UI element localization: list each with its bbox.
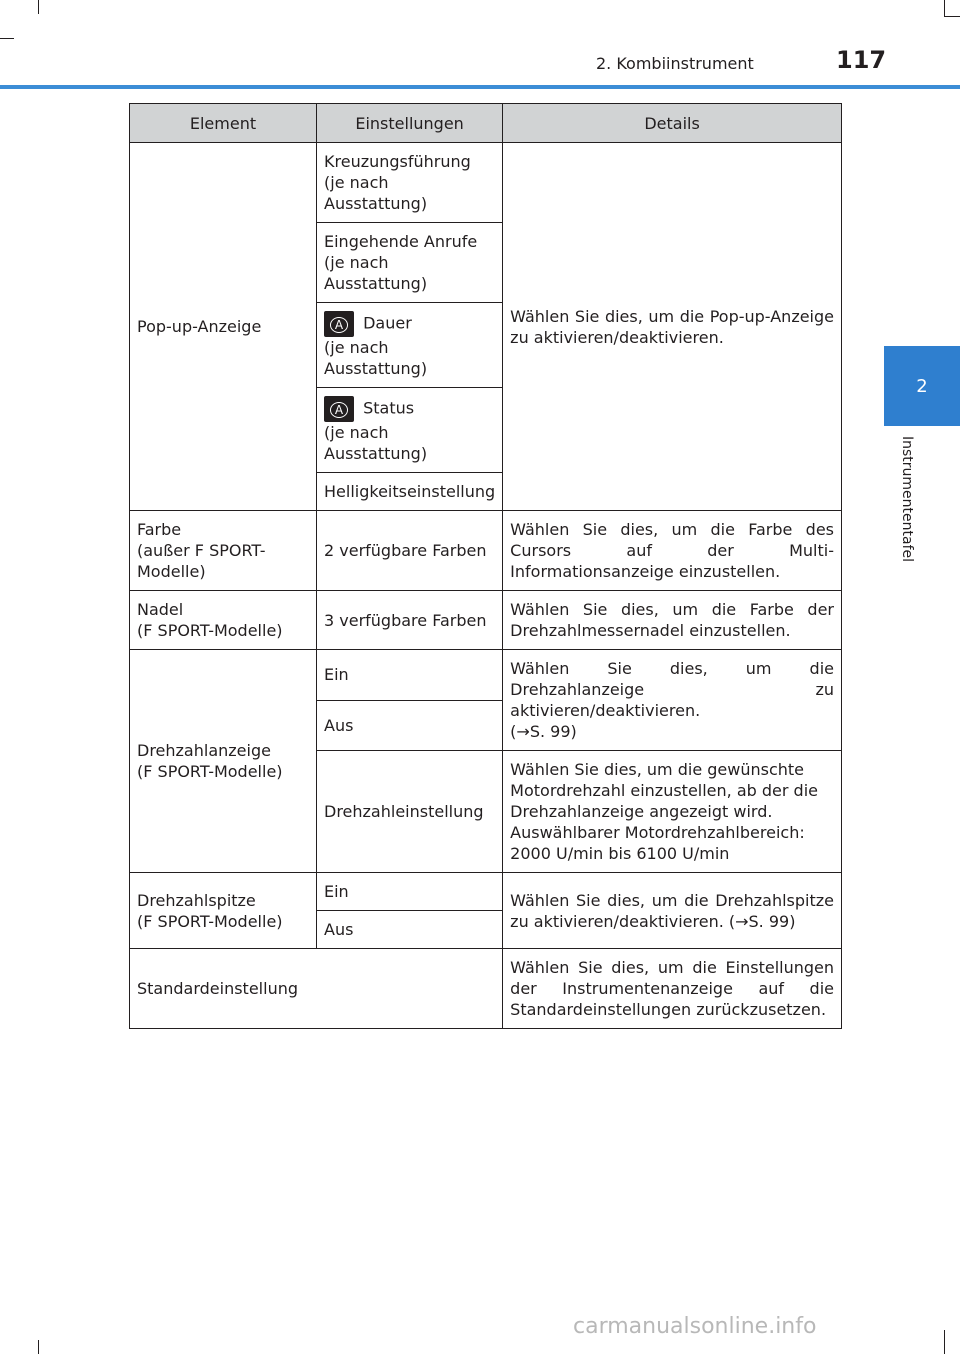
drehzahlanzeige-setting-on: Ein [317,650,503,701]
watermark: carmanualsonline.info [573,1314,817,1339]
popup-setting-calls: Eingehende Anrufe (je nach Ausstattung) [317,223,503,303]
popup-details: Wählen Sie dies, um die Pop-up-Anzeige zu aktivieren/deaktivieren. [503,143,842,511]
page-number: 117 [836,46,887,74]
drehzahlanzeige-setting-off: Aus [317,700,503,751]
drehzahlspitze-element: Drehzahlspitze (F SPORT-Modelle) [130,873,317,949]
nadel-details: Wählen Sie dies, um die Farbe der Drehzahlmessernadel einzustellen. [503,591,842,650]
table-row [130,511,842,591]
crop-mark [944,0,945,16]
crop-mark [38,1340,39,1354]
crop-mark [0,38,14,39]
nadel-setting: 3 verfügbare Farben [317,591,503,650]
popup-setting-crossing: Kreuzungsführung (je nach Ausstattung) [317,143,503,223]
popup-setting-duration-cell [317,303,503,388]
crop-mark [944,1330,945,1354]
popup-setting-duration: Dauer (je nach Ausstattung) [324,313,428,378]
chapter-tab [884,346,960,426]
header-details: Details [503,104,842,143]
popup-setting-status: Status (je nach Ausstattung) [324,398,428,463]
drehzahlspitze-details: Wählen Sie dies, um die Drehzahlspitze zu aktivieren/deaktivieren. (→S. 99) [503,873,842,949]
assistant-icon: A [324,396,354,422]
nadel-element: Nadel (F SPORT-Modelle) [130,591,317,650]
assistant-icon: A [324,311,354,337]
table-row [130,591,842,650]
farbe-setting: 2 verfügbare Farben [317,511,503,591]
header-element: Element [130,104,317,143]
drehzahlanzeige-details-toggle: Wählen Sie dies, um die Drehzahlanzeige zu aktivieren/deaktivieren. (→S. 99) [503,650,842,751]
chapter-tab-number: 2 [916,375,928,397]
standard-details: Wählen Sie dies, um die Einstellungen der Instrumentenanzeige auf die Standardeinstellungen zurückzusetzen. [503,949,842,1029]
table-row [130,949,842,1029]
table-row [130,873,842,911]
popup-setting-brightness: Helligkeitseinstellung [317,473,503,511]
drehzahlspitze-setting-off: Aus [317,911,503,949]
drehzahlspitze-setting-on: Ein [317,873,503,911]
farbe-details: Wählen Sie dies, um die Farbe des Cursors auf der Multi-Informationsanzeige einzustellen. [503,511,842,591]
chapter-title: 2. Kombiinstrument [596,54,754,73]
drehzahlanzeige-element: Drehzahlanzeige (F SPORT-Modelle) [130,650,317,873]
chapter-tab-label: Instrumententafel [899,436,915,563]
table-row [130,143,842,223]
header-settings: Einstellungen [317,104,503,143]
farbe-element: Farbe (außer F SPORT-Modelle) [130,511,317,591]
table-header-row [130,104,842,143]
standard-element: Standardeinstellung [130,949,503,1029]
drehzahlanzeige-setting-level: Drehzahleinstellung [317,751,503,873]
popup-setting-status-cell [317,388,503,473]
popup-element: Pop-up-Anzeige [130,143,317,511]
settings-table [129,103,842,1029]
table-row [130,650,842,701]
drehzahlanzeige-details-level: Wählen Sie dies, um die gewünschte Motordrehzahl einzustellen, ab der die Drehzahlanzeige angezeigt wird. Auswählbarer Motordrehzahlbereich: 2000 U/min bis 6100 U/min [503,751,842,873]
crop-mark [944,16,960,17]
header-rule [0,85,960,89]
page-header [0,0,960,90]
crop-mark [38,0,39,14]
